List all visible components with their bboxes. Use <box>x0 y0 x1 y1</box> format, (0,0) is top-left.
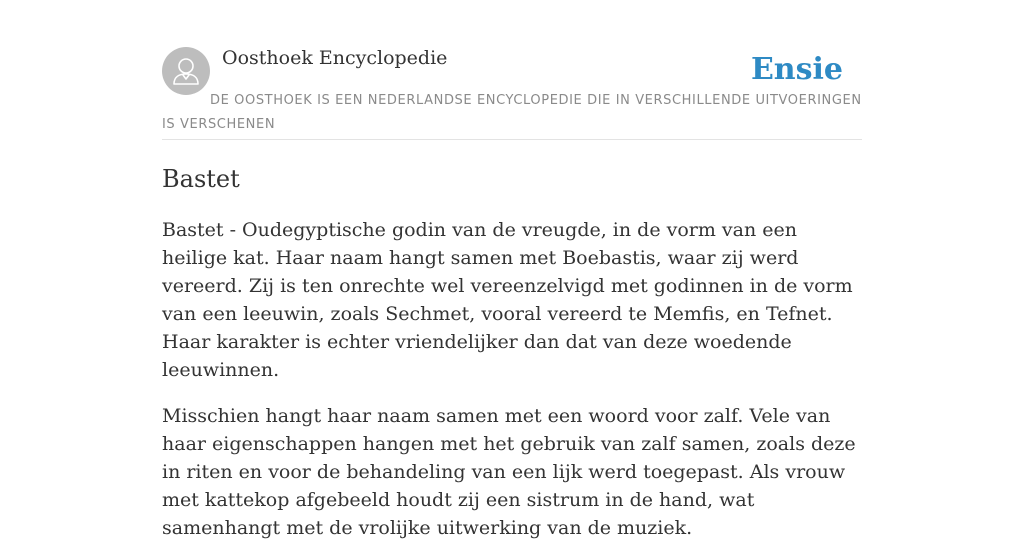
article-title: Bastet <box>162 165 240 193</box>
header-divider <box>162 139 862 140</box>
article-paragraph: Bastet - Oudegyptische godin van de vreugde, in de vorm van een heilige kat. Haar naam hangt samen met Boebastis, waar zij werd vereerd. Zij is ten onrechte wel vereenzelvigd met godinnen in de vorm van een leeuwin, zoals Sechmet, vooral vereerd te Memfis, en Tefnet. Haar karakter is echter vriendelijker dan dat van deze woedende leeuwinnen. <box>162 219 853 381</box>
article-paragraph: Misschien hangt haar naam samen met een woord voor zalf. Vele van haar eigenschappen hangen met het gebruik van zalf samen, zoals deze in riten en voor de behandeling van een lijk werd toegepast. Als vrouw met kattekop afgebeeld houdt zij een sistrum in de hand, wat samenhangt met de vrolijke uitwerking van de muziek. <box>162 405 856 539</box>
article-content <box>162 216 868 560</box>
source-tagline: DE OOSTHOEK IS EEN NEDERLANDSE ENCYCLOPEDIE DIE IN VERSCHILLENDE UITVOERINGEN IS VERSCHENEN <box>162 93 862 132</box>
user-avatar-icon <box>162 47 210 95</box>
source-name[interactable]: Oosthoek Encyclopedie <box>222 47 448 69</box>
brand-logo[interactable]: Ensie <box>750 52 843 87</box>
